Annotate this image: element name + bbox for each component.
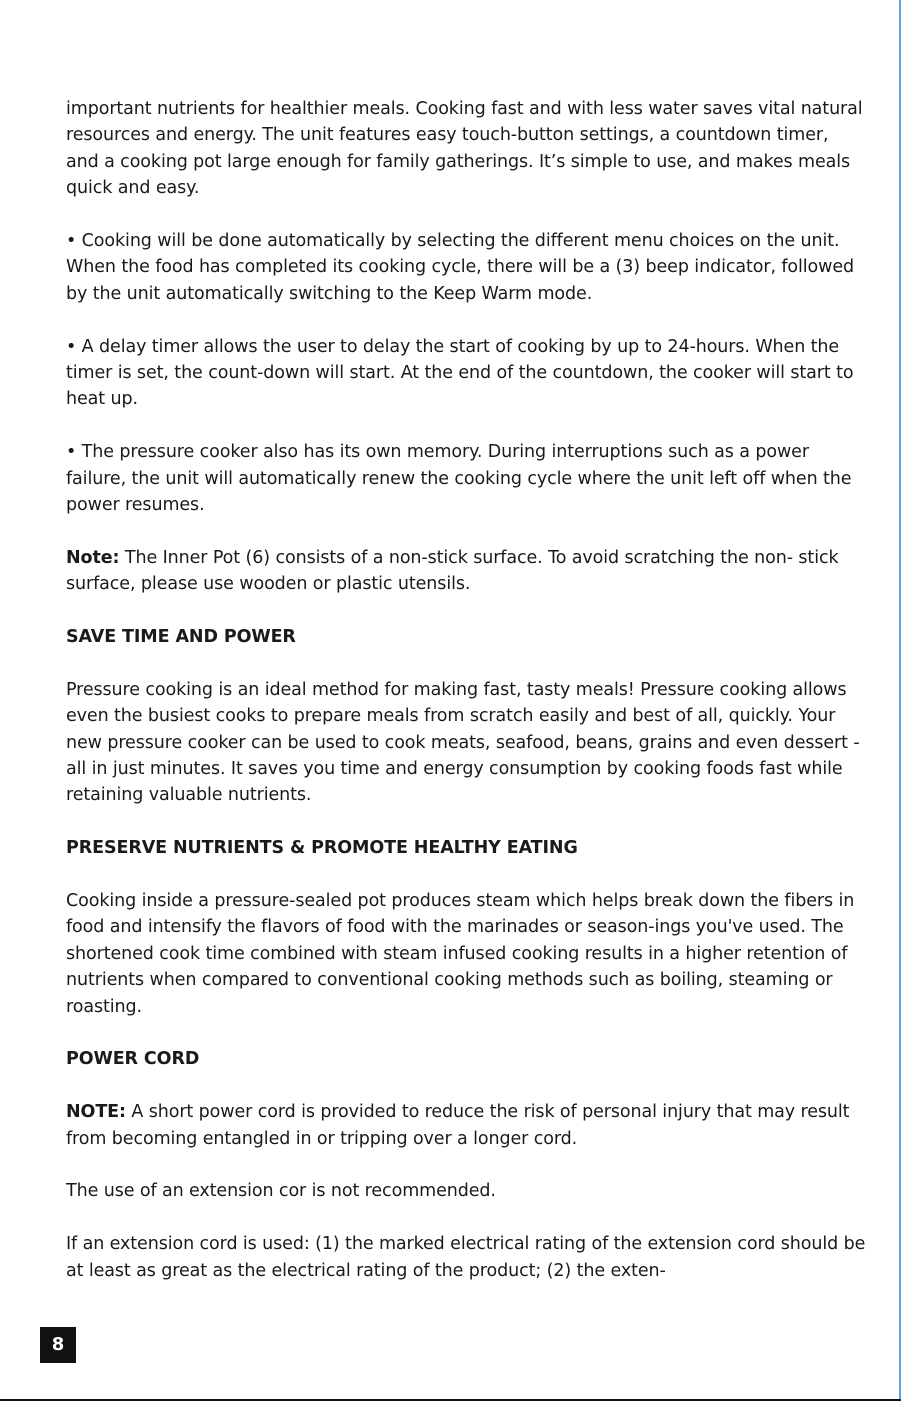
note-text: The Inner Pot (6) consists of a non-stick surface. To avoid scratching the non- stick surface, please use wooden or plastic utensils.	[66, 547, 839, 595]
power-cord-note	[66, 1099, 866, 1152]
extension-cord-rating: If an extension cord is used: (1) the marked electrical rating of the extension cord should be at least as great as the electrical rating of the product; (2) the exten-	[66, 1234, 866, 1281]
bullet-memory: • The pressure cooker also has its own memory. During interruptions such as a power failure, the unit will automatically renew the cooking cycle where the unit left off when the power resumes.	[66, 442, 852, 516]
bullet-delay-timer: • A delay timer allows the user to delay the start of cooking by up to 24-hours. When the timer is set, the count-down will start. At the end of the countdown, the cooker will start to heat up.	[66, 336, 854, 410]
manual-page-content	[66, 96, 866, 1310]
save-time-heading: SAVE TIME AND POWER	[66, 627, 296, 648]
power-cord-heading: POWER CORD	[66, 1049, 200, 1070]
save-time-body: Pressure cooking is an ideal method for making fast, tasty meals! Pressure cooking allows even the busiest cooks to prepare meals from scratch easily and best of all, quickly. Your new pressure cooker can be used to cook meats, seafood, beans, grains and even dessert - all in just minutes. It saves you time and energy consumption by cooking foods fast while retaining valuable nutrients.	[66, 679, 860, 806]
inner-pot-note	[66, 545, 866, 598]
power-cord-note-label: NOTE:	[66, 1102, 126, 1123]
preserve-nutrients-heading: PRESERVE NUTRIENTS & PROMOTE HEALTHY EATING	[66, 838, 578, 859]
note-label: Note:	[66, 547, 120, 568]
page-number-badge: 8	[40, 1327, 76, 1363]
preserve-nutrients-body: Cooking inside a pressure-sealed pot produces steam which helps break down the fibers in food and intensify the flavors of food with the marinades or season-ings you've used. The shortened cook time combined with steam infused cooking results in a higher retention of nutrients when compared to conventional cooking methods such as boiling, steaming or roasting.	[66, 891, 855, 1017]
bullet-auto-cooking: • Cooking will be done automatically by selecting the different menu choices on the unit. When the food has completed its cooking cycle, there will be a (3) beep indicator, followed by the unit automatically switching to the Keep Warm mode.	[66, 231, 855, 304]
extension-cord-warning: The use of an extension cor is not recommended.	[66, 1181, 496, 1202]
intro-paragraph: important nutrients for healthier meals. Cooking fast and with less water saves vital natural resources and energy. The unit features easy touch-button settings, a countdown timer, and a cooking pot large enough for family gatherings. It’s simple to use, and makes meals quick and easy.	[66, 99, 863, 199]
power-cord-note-text: A short power cord is provided to reduce the risk of personal injury that may result from becoming entangled in or tripping over a longer cord.	[66, 1102, 850, 1149]
